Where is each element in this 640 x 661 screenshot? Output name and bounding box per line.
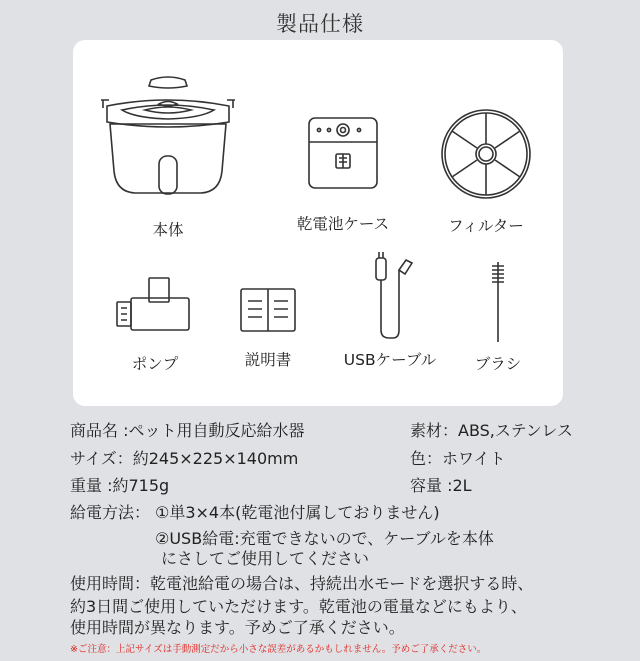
spec-usage-time-1: 使用時間：乾電池給電の場合は、持続出水モードを選択する時、	[70, 574, 534, 593]
spec-power-option-2: ②USB給電:充電できないので、ケーブルを本体	[155, 529, 494, 548]
component-filter	[428, 106, 544, 236]
component-usb-cable	[330, 250, 450, 370]
component-label-battery-case: 乾電池ケース	[296, 215, 390, 233]
spec-usage-time-3: 使用時間が異なります。予めご了承ください。	[70, 618, 405, 637]
component-label-usb-cable: USBケーブル	[343, 351, 437, 369]
fountain-body-illustration	[93, 66, 243, 206]
component-pump	[105, 274, 205, 374]
component-brush	[458, 260, 538, 374]
usb-cable-illustration	[360, 250, 420, 340]
manual-illustration	[238, 286, 298, 334]
component-battery-case	[283, 112, 403, 234]
spec-product-name: 商品名 :ペット用自動反応給水器	[70, 421, 305, 440]
filter-illustration	[438, 106, 534, 202]
component-label-brush: ブラシ	[474, 355, 522, 373]
component-label-manual: 説明書	[244, 351, 292, 369]
spec-weight: 重量 :約715g	[70, 476, 170, 495]
spec-power-option-1: ①単3×4本(乾電池付属しておりません)	[155, 503, 440, 522]
battery-case-illustration	[303, 112, 383, 194]
spec-power-label: 給電方法：	[70, 503, 151, 522]
page-title: 製品仕様	[276, 12, 364, 36]
pump-illustration	[113, 274, 197, 334]
spec-capacity: 容量 :2L	[410, 476, 472, 495]
component-label-pump: ポンプ	[131, 355, 179, 373]
brush-illustration	[483, 260, 513, 344]
caution-note: ※ご注意：上記サイズは手動測定だから小さな誤差があるかもしれません。予めご了承ください。	[70, 644, 487, 655]
component-manual	[218, 286, 318, 370]
component-body	[93, 66, 243, 240]
spec-power-option-2-cont: にさしてご使用してください	[161, 549, 370, 568]
spec-color: 色：ホワイト	[410, 449, 506, 468]
component-label-filter: フィルター	[448, 217, 524, 235]
components-panel	[73, 40, 563, 406]
spec-usage-time-2: 約3日間ご使用していただけます。乾電池の電量などにもより、	[70, 597, 527, 616]
component-label-body: 本体	[152, 221, 184, 239]
spec-material: 素材：ABS,ステンレス	[410, 421, 573, 440]
spec-size: サイズ：約245×225×140mm	[70, 449, 299, 468]
